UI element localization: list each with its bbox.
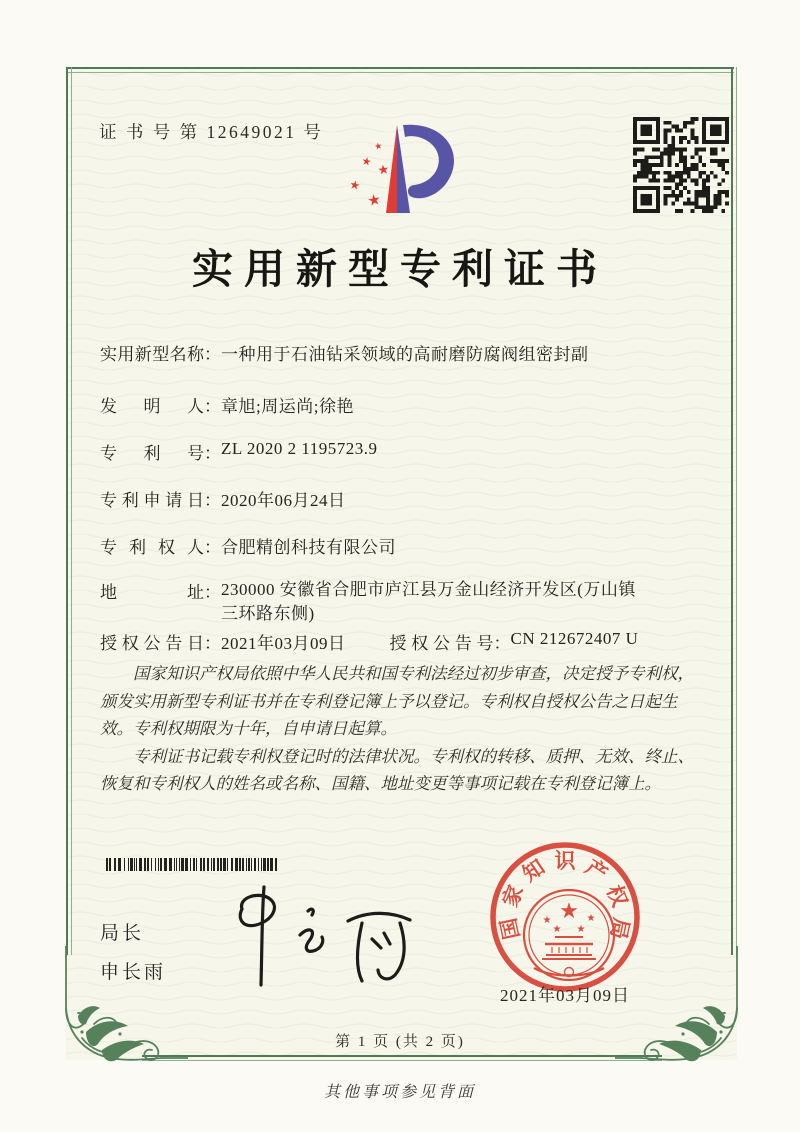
- svg-text:★: ★: [373, 141, 384, 153]
- application-date: 2020年06月24日: [221, 491, 346, 510]
- legal-paragraph-2: 专利证书记载专利权登记时的法律状况。专利权的转移、质押、无效、终止、恢复和专利权人的姓名或名称、国籍、地址变更等事项记载在专利登记簿上。: [100, 746, 694, 794]
- seal-date: 2021年03月09日: [500, 986, 630, 1005]
- field-label: 授权公告日: [100, 634, 204, 653]
- svg-text:★: ★: [576, 924, 586, 935]
- field-label: 专利申请日: [100, 491, 204, 510]
- national-emblem-icon: [524, 890, 614, 980]
- svg-text:★: ★: [376, 162, 391, 179]
- patentee: 合肥精创科技有限公司: [221, 538, 396, 557]
- address: 230000 安徽省合肥市庐江县万金山经济开发区(万山镇三环路东侧): [221, 580, 636, 623]
- svg-text:★: ★: [586, 913, 596, 924]
- certificate-number: 证 书 号 第 12649021 号: [99, 122, 324, 142]
- field-label: 实用新型名称: [100, 345, 204, 364]
- svg-text:产: 产: [580, 854, 612, 887]
- inventors: 章旭;周运尚;徐艳: [221, 397, 354, 416]
- grant-date: 2021年03月09日: [221, 634, 346, 653]
- svg-text:权: 权: [601, 881, 632, 911]
- barcode: [106, 858, 278, 871]
- field-row: 专利权人 ： 合肥精创科技有限公司: [100, 533, 716, 558]
- field-row: 专利申请日 ： 2020年06月24日: [100, 486, 716, 511]
- signature: [212, 880, 422, 992]
- field-label: 发明人: [100, 397, 204, 416]
- svg-text:★: ★: [348, 177, 362, 194]
- field-row: 发明人 ： 章旭;周运尚;徐艳: [100, 392, 716, 417]
- border-right: [731, 67, 737, 955]
- signer-block: [100, 918, 166, 996]
- svg-text:★: ★: [365, 190, 383, 211]
- svg-text:家: 家: [498, 881, 529, 911]
- page-number: 第 1 页 (共 2 页): [335, 1034, 465, 1050]
- signer-role: 局长: [100, 923, 145, 944]
- certificate-title: 实用新型专利证书: [192, 246, 608, 292]
- signer-name: 申长雨: [100, 962, 167, 983]
- field-label: 地址: [100, 583, 204, 602]
- back-note: 其他事项参见背面: [323, 1084, 476, 1101]
- svg-text:★: ★: [552, 924, 562, 935]
- field-label: 授权公告号: [389, 634, 494, 653]
- field-row: 地址 ： 230000 安徽省合肥市庐江县万金山经济开发区(万山镇三环路东侧): [100, 578, 716, 625]
- patent-number: ZL 2020 2 1195723.9: [221, 439, 378, 458]
- svg-text:识: 识: [554, 849, 576, 873]
- svg-text:★: ★: [542, 915, 552, 926]
- field-row: 实用新型名称 ： 一种用于石油钻采领域的高耐磨防腐阀组密封副: [100, 340, 716, 365]
- field-row: 授权公告日 ： 2021年03月09日 授权公告号 ： CN 212672407 U: [100, 629, 639, 653]
- qr-code: [633, 117, 729, 213]
- field-label: 专利权人: [100, 538, 204, 557]
- field-label: 专利号: [100, 444, 204, 463]
- legal-text: [100, 660, 708, 798]
- svg-text:国: 国: [496, 915, 525, 942]
- utility-model-name: 一种用于石油钻采领域的高耐磨防腐阀组密封副: [221, 345, 589, 364]
- svg-text:★: ★: [559, 899, 579, 924]
- svg-text:局: 局: [605, 915, 634, 942]
- legal-paragraph-1: 国家知识产权局依照中华人民共和国专利法经过初步审查，决定授予专利权，颁发实用新型专利证书并在专利登记簿上予以登记。专利权自授权公告之日起生效。专利权期限为十年，自申请日起算。: [100, 664, 694, 739]
- grant-number: CN 212672407 U: [510, 629, 639, 648]
- field-row: 专利号 ： ZL 2020 2 1195723.9: [100, 439, 378, 463]
- border-bottom: [142, 1055, 662, 1061]
- svg-text:知: 知: [518, 854, 550, 887]
- border-left: [66, 67, 72, 955]
- border-top: [66, 67, 734, 73]
- cnipa-logo-icon: [333, 110, 473, 232]
- svg-text:★: ★: [360, 154, 373, 169]
